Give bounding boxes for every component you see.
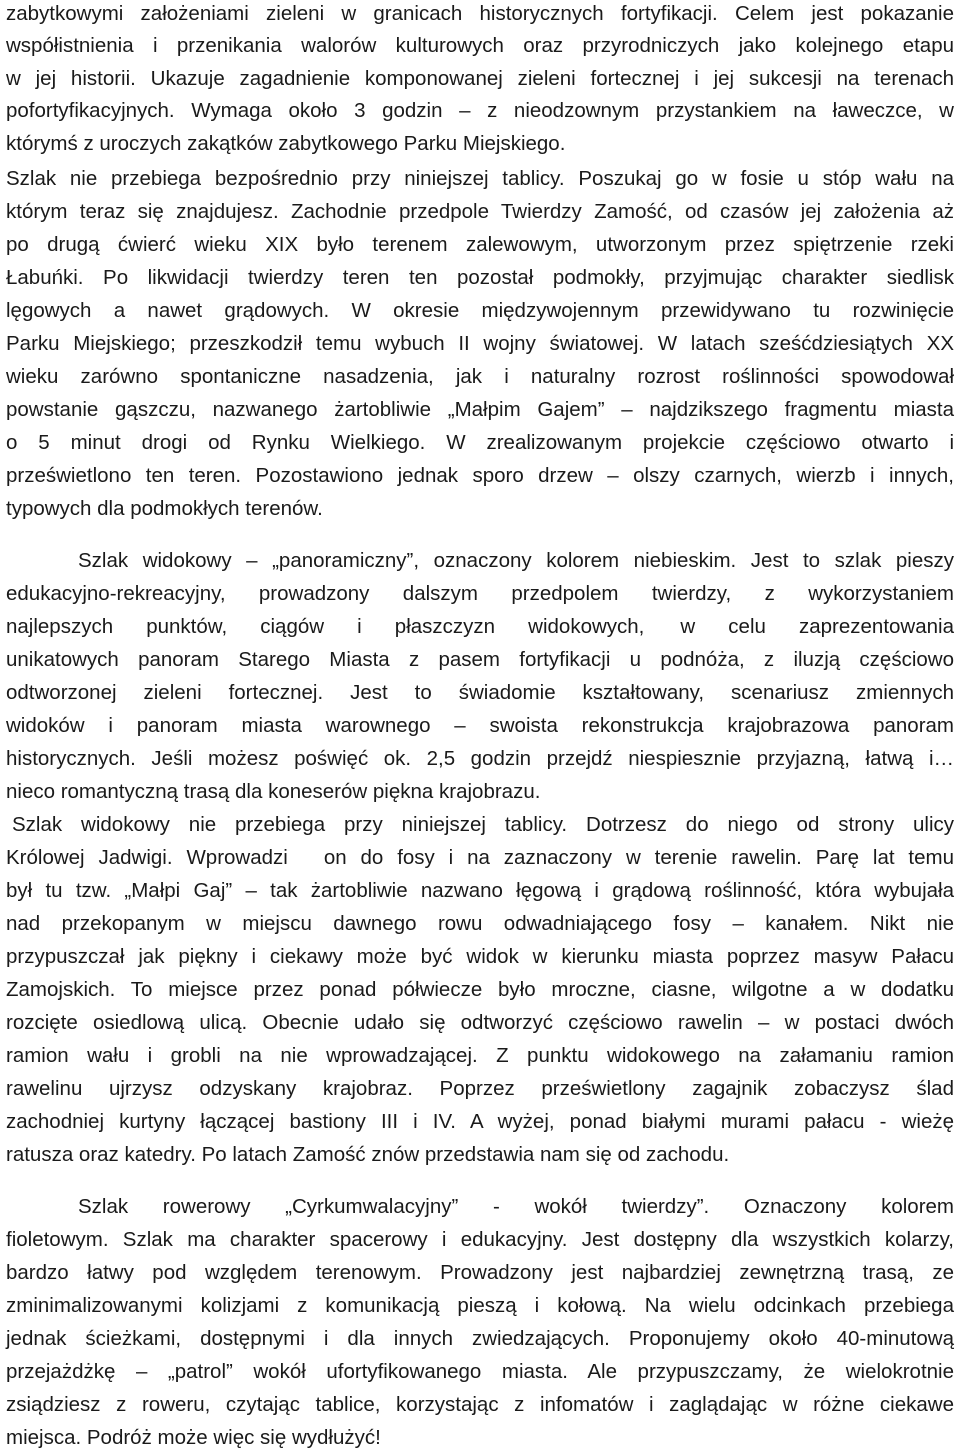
text-line: wieku zarówno spontaniczne nasadzenia, jak i naturalny rozrost roślinności spowodował bbox=[6, 365, 954, 388]
text-line: Szlak rowerowy „Cyrkumwalacyjny” - wokół twierdzy”. Oznaczony kolorem bbox=[78, 1195, 954, 1218]
text-line: ramion wału i grobli na nie wprowadzającej. Z punktu widokowego na załamaniu ramion bbox=[6, 1044, 954, 1067]
text-line bbox=[6, 841, 954, 874]
text-fragment: najlepszych punktów, ciągów i płaszczyzn widokowych, bbox=[6, 615, 645, 638]
text-fragment: Królowej Jadwigi. Wprowadzi bbox=[6, 846, 288, 869]
text-line: jednak ścieżkami, dostępnymi i dla innych zwiedzających. Proponujemy około 40-minutową bbox=[6, 1327, 954, 1350]
text-line: o 5 minut drogi od Rynku Wielkiego. W zrealizowanym projekcie częściowo otwarto i bbox=[6, 431, 954, 454]
text-line: prześwietlono ten teren. Pozostawiono jednak sporo drzew – olszy czarnych, wierzb i innych, bbox=[6, 464, 954, 487]
text-line: unikatowych panoram Starego Miasta z pasem fortyfikacji u podnóża, z iluzją częściowo bbox=[6, 648, 954, 671]
text-line: którym teraz się znajdujesz. Zachodnie przedpole Twierdzy Zamość, od czasów jej założenia aż bbox=[6, 200, 954, 223]
text-fragment: w celu zaprezentowania bbox=[680, 615, 954, 638]
text-fragment: on do fosy i na zaznaczony w terenie rawelin. Parę lat temu bbox=[323, 846, 954, 869]
text-line: edukacyjno-rekreacyjny, prowadzony dalszym przedpolem twierdzy, z wykorzystaniem bbox=[6, 582, 954, 605]
text-line: nad przekopanym w miejscu dawnego rowu odwadniającego fosy – kanałem. Nikt nie bbox=[6, 912, 954, 935]
text-line: był tu tzw. „Małpi Gaj” – tak żartobliwie nazwano łęgową i grądową roślinność, która wybujała bbox=[6, 879, 954, 902]
text-line: pofortyfikacyjnych. Wymaga około 3 godzin – z nieodzownym przystankiem na ławeczce, w bbox=[6, 99, 954, 122]
text-line: powstanie gąszczu, nazwanego żartobliwie „Małpim Gajem” – najdzikszego fragmentu miasta bbox=[6, 398, 954, 421]
text-line: typowych dla podmokłych terenów. bbox=[6, 497, 323, 520]
text-line: rozcięte osiedlową ulicą. Obecnie udało się odtworzyć częściowo rawelin – w postaci dwóch bbox=[6, 1011, 954, 1034]
text-line bbox=[6, 610, 954, 643]
text-line: Szlak nie przebiega bezpośrednio przy niniejszej tablicy. Poszukaj go w fosie u stóp wału na bbox=[6, 167, 954, 190]
text-line: zachodniej kurtyny łączącej bastiony III i IV. A wyżej, ponad białymi murami pałacu - wieżę bbox=[6, 1110, 954, 1133]
text-line: bardzo łatwy pod względem terenowym. Prowadzony jest najbardziej zewnętrzną trasą, ze bbox=[6, 1261, 954, 1284]
text-line: zabytkowymi założeniami zieleni w granicach historycznych fortyfikacji. Celem jest pokazanie bbox=[6, 2, 954, 25]
text-line: w jej historii. Ukazuje zagadnienie komponowanej zieleni fortecznej i jej sukcesji na terenach bbox=[6, 67, 954, 90]
text-line: odtworzonej zieleni fortecznej. Jest to świadomie kształtowany, scenariusz zmiennych bbox=[6, 681, 954, 704]
text-line: współistnienia i przenikania walorów kulturowych oraz przyrodniczych jako kolejnego etapu bbox=[6, 34, 954, 57]
text-line: przypuszczał jak piękny i ciekawy może być widok w kierunku miasta poprzez masyw Pałacu bbox=[6, 945, 954, 968]
text-line: po drugą ćwierć wieku XIX było terenem zalewowym, utworzonym przez spiętrzenie rzeki bbox=[6, 233, 954, 256]
text-line: lęgowych a nawet grądowych. W okresie międzywojennym przewidywano tu rozwinięcie bbox=[6, 299, 954, 322]
text-line: Zamojskich. To miejsce przez ponad półwiecze było mroczne, ciasne, wilgotne a w dodatku bbox=[6, 978, 954, 1001]
text-line: zsiądziesz z roweru, czytając tablice, korzystając z infomatów i zaglądając w różne ciekawe bbox=[6, 1393, 954, 1416]
text-line: nieco romantyczną trasą dla koneserów piękna krajobrazu. bbox=[6, 780, 541, 803]
text-line: którymś z uroczych zakątków zabytkowego Parku Miejskiego. bbox=[6, 132, 566, 155]
text-line: zminimalizowanymi kolizjami z komunikacją pieszą i kołową. Na wielu odcinkach przebiega bbox=[6, 1294, 954, 1317]
text-line: Łabuńki. Po likwidacji twierdzy teren ten pozostał podmokły, przyjmując charakter siedlisk bbox=[6, 266, 954, 289]
text-line: historycznych. Jeśli możesz poświęć ok. 2,5 godzin przejdź niespiesznie przyjazną, łatwą i… bbox=[6, 747, 954, 770]
text-line: ratusza oraz katedry. Po latach Zamość znów przedstawia nam się od zachodu. bbox=[6, 1143, 730, 1166]
text-line: fioletowym. Szlak ma charakter spacerowy i edukacyjny. Jest dostępny dla wszystkich kolarzy, bbox=[6, 1228, 954, 1251]
text-line: rawelinu ujrzysz odzyskany krajobraz. Poprzez prześwietlony zagajnik zobaczysz ślad bbox=[6, 1077, 954, 1100]
text-line: Szlak widokowy – „panoramiczny”, oznaczony kolorem niebieskim. Jest to szlak pieszy bbox=[78, 549, 954, 572]
text-line: widoków i panoram miasta warownego – swoista rekonstrukcja krajobrazowa panoram bbox=[6, 714, 954, 737]
text-line: przejażdżkę – „patrol” wokół ufortyfikowanego miasta. Ale przypuszczamy, że wielokrotnie bbox=[6, 1360, 954, 1383]
text-line: miejsca. Podróż może więc się wydłużyć! bbox=[6, 1426, 381, 1449]
text-line: Szlak widokowy nie przebiega przy niniejszej tablicy. Dotrzesz do niego od strony ulicy bbox=[12, 813, 954, 836]
text-line: Parku Miejskiego; przeszkodził temu wybuch II wojny światowej. W latach sześćdziesiątych XX bbox=[6, 332, 954, 355]
